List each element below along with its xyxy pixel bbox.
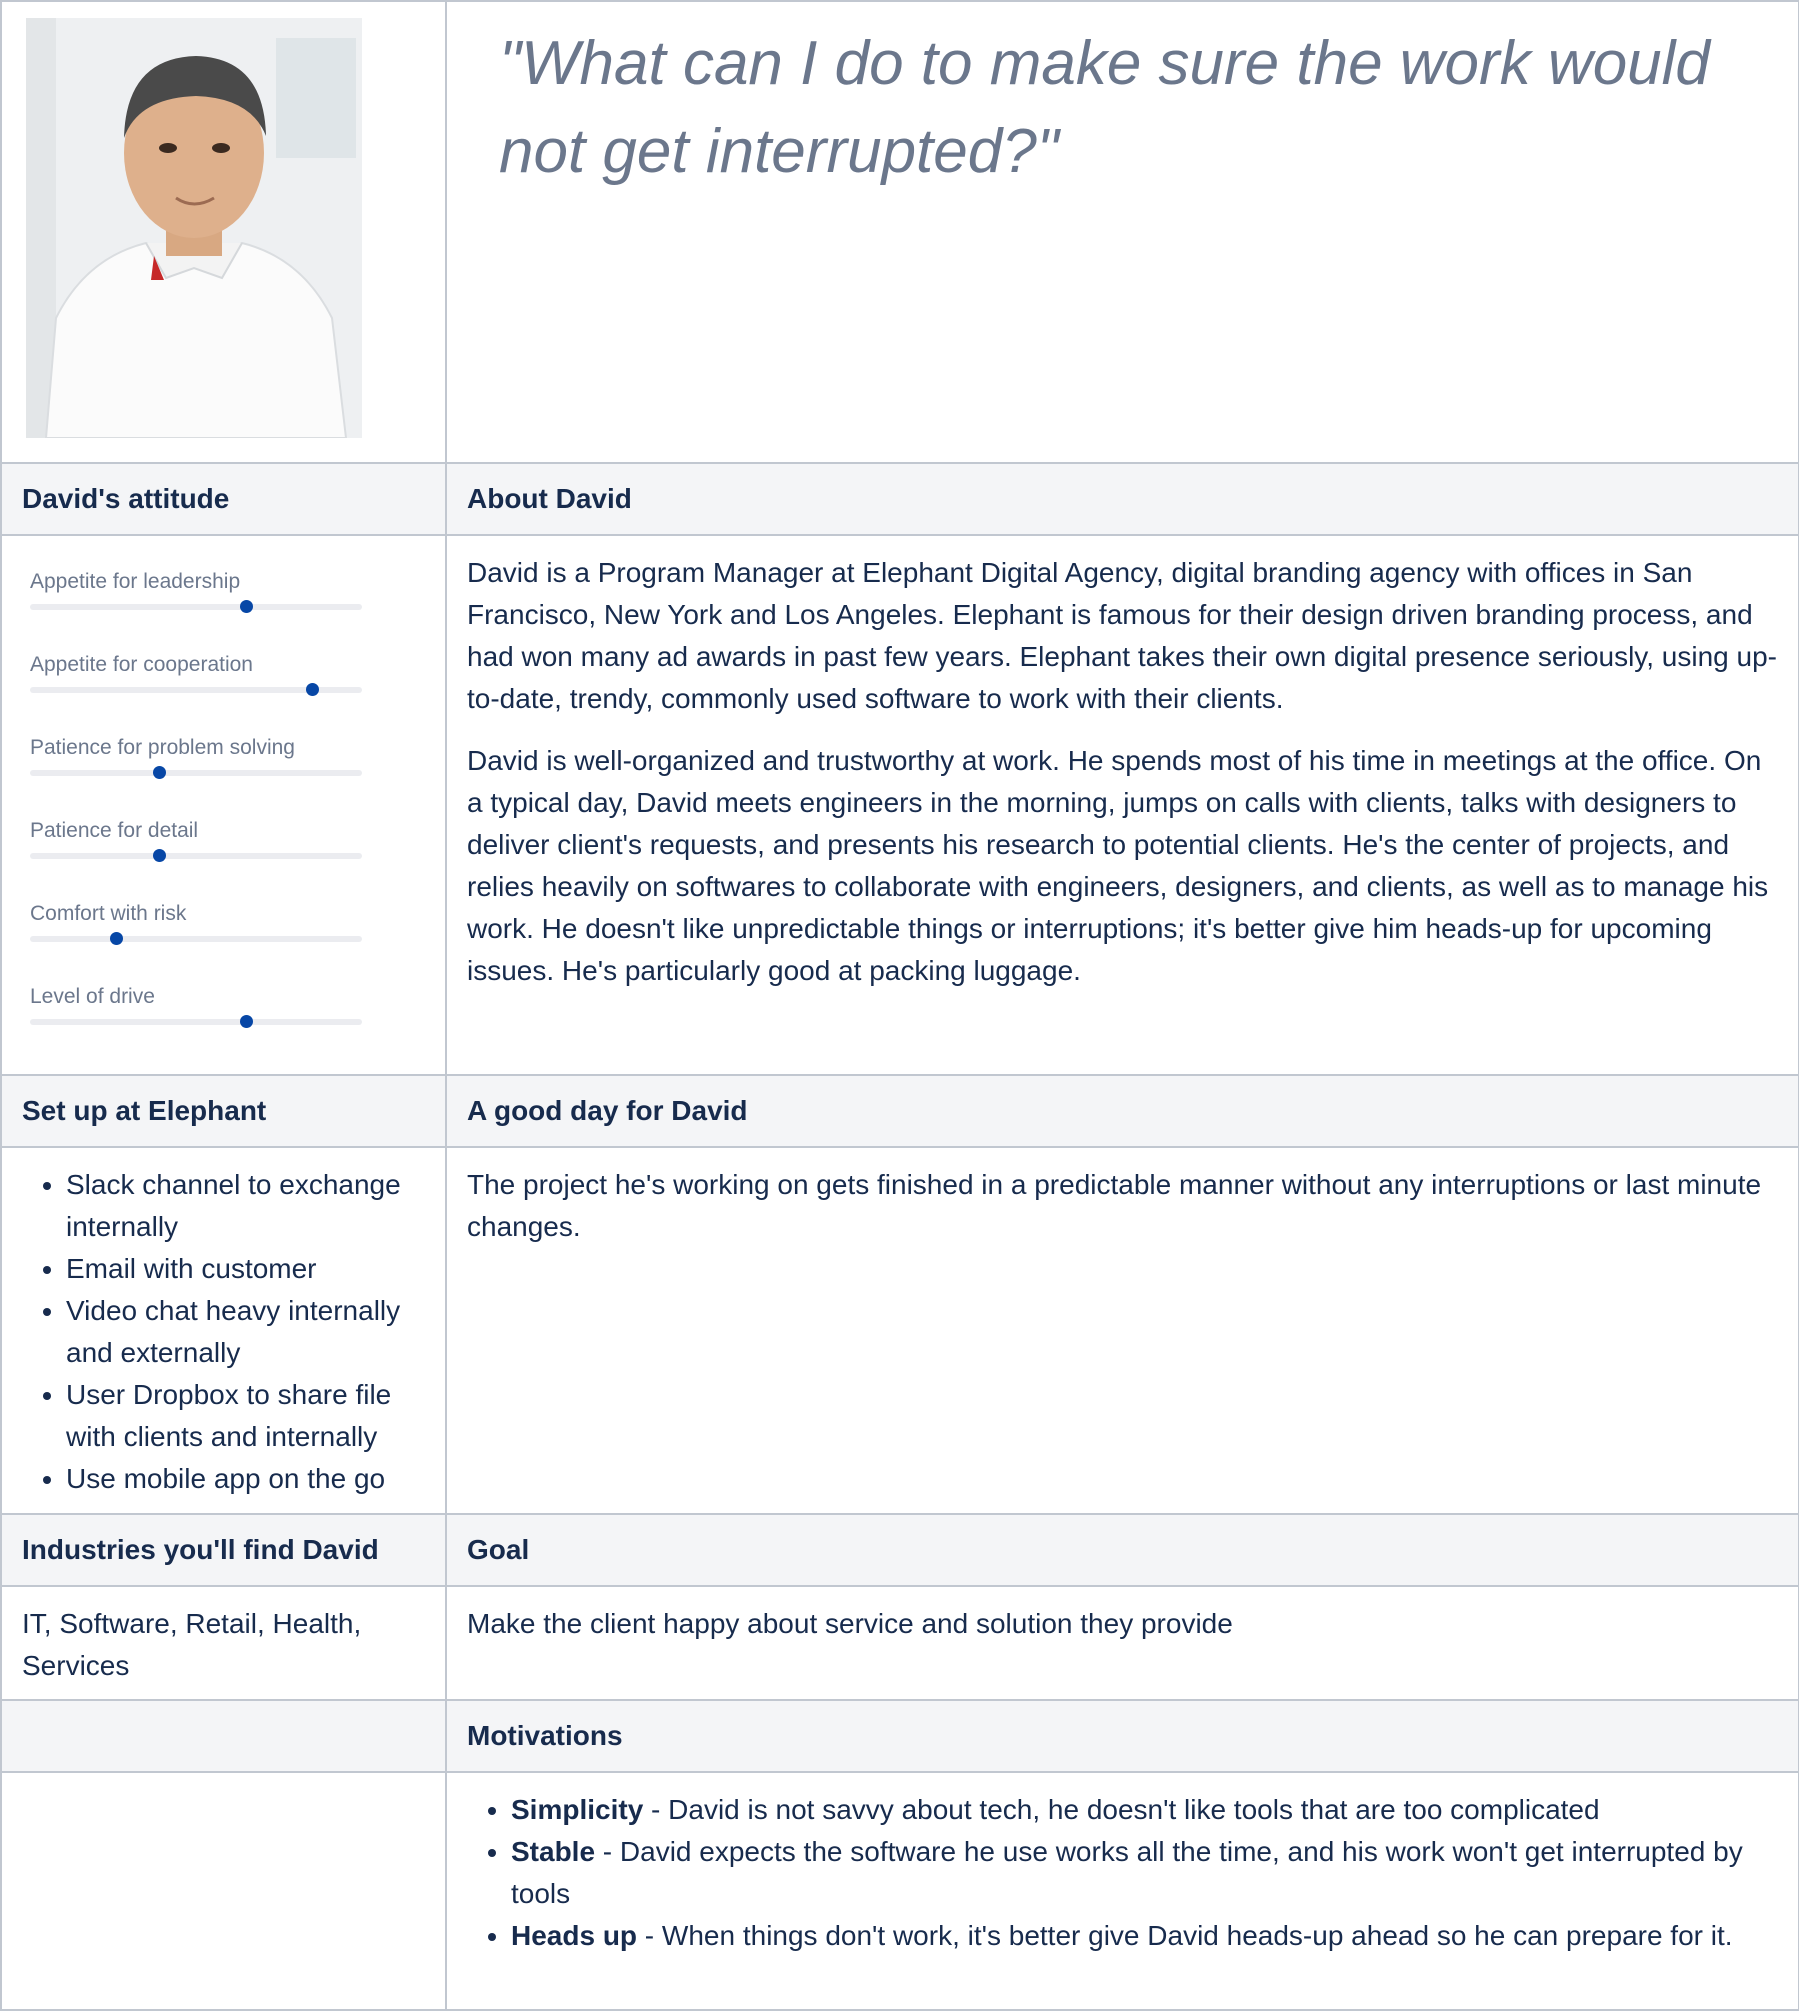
about-paragraph-2: David is well-organized and trustworthy at work. He spends most of his time in meetings at the office. On a typical day, David meets engineers in the morning, jumps on calls with clients, talks with designers to deliver client's requests, and presents his research to potential clients. He's the center of projects, and relies heavily on softwares to collaborate with engineers, designers, and clients, as well as to manage his work. He doesn't like unpredictable things or interruptions; it's better give him heads-up for upcoming issues. He's particularly good at packing luggage. — [467, 745, 1769, 986]
goal-heading: Goal — [467, 1534, 530, 1565]
portrait-image — [26, 18, 362, 438]
setup-cell — [1, 1147, 446, 1514]
slider-label: Patience for detail — [30, 819, 199, 842]
about-heading: About David — [467, 483, 632, 514]
goal-cell — [446, 1586, 1799, 1700]
empty-cell — [1, 1772, 446, 2010]
slider-knob — [306, 683, 319, 696]
industries-header — [1, 1514, 446, 1586]
attitude-slider — [30, 562, 445, 645]
david-photo — [26, 18, 362, 438]
about-text — [447, 536, 1798, 992]
slider-knob — [240, 600, 253, 613]
motivation-title: Simplicity — [511, 1794, 644, 1825]
list-item: • User Dropbox to share file with clients and internally — [66, 1374, 425, 1458]
attitude-slider — [30, 811, 445, 894]
photo-cell — [1, 1, 446, 463]
motivations-header — [446, 1700, 1799, 1772]
content-row-2 — [1, 1147, 1799, 1514]
list-item — [511, 1831, 1778, 1915]
content-row-4 — [1, 1772, 1799, 2010]
content-row-1 — [1, 535, 1799, 1075]
about-cell — [446, 535, 1799, 1075]
list-item: • Slack channel to exchange internally — [66, 1164, 425, 1248]
slider-label: Level of drive — [30, 985, 155, 1008]
slider-knob — [240, 1015, 253, 1028]
header-row-3 — [1, 1514, 1799, 1586]
persona-quote: "What can I do to make sure the work would not get interrupted?" — [499, 29, 1710, 186]
about-header — [446, 463, 1799, 535]
attitude-cell — [1, 535, 446, 1075]
attitude-slider — [30, 894, 445, 977]
attitude-slider — [30, 977, 445, 1060]
about-paragraph-1: David is a Program Manager at Elephant Digital Agency, digital branding agency with offices in San Francisco, New York and Los Angeles. Elephant is famous for their design driven branding process, and had won many ad awards in past few years. Elephant takes their own digital presence seriously, using up-to-date, trendy, commonly used software to work with their clients. — [467, 557, 1777, 714]
attitude-header — [1, 463, 446, 535]
header-row-4 — [1, 1700, 1799, 1772]
motivations-cell — [446, 1772, 1799, 2010]
slider-track — [30, 604, 362, 610]
top-row — [1, 1, 1799, 463]
attitude-heading: David's attitude — [22, 483, 230, 514]
good-day-heading: A good day for David — [467, 1095, 748, 1126]
slider-label: Comfort with risk — [30, 902, 187, 925]
setup-list — [2, 1148, 445, 1500]
motivations-list — [447, 1773, 1798, 1957]
slider-knob — [153, 766, 166, 779]
good-day-text: The project he's working on gets finished in a predictable manner without any interruptions or last minute changes. — [467, 1169, 1762, 1242]
slider-track — [30, 1019, 362, 1025]
industries-text: IT, Software, Retail, Health, Services — [22, 1608, 362, 1681]
content-row-3 — [1, 1586, 1799, 1700]
list-item — [511, 1915, 1778, 1957]
good-day-header — [446, 1075, 1799, 1147]
motivation-text: - David is not savvy about tech, he doesn't like tools that are too complicated — [643, 1794, 1600, 1825]
list-item: • Video chat heavy internally and externally — [66, 1290, 425, 1374]
industries-heading: Industries you'll find David — [22, 1534, 379, 1565]
attitude-slider — [30, 728, 445, 811]
motivation-title: Heads up — [511, 1920, 638, 1951]
slider-label: Patience for problem solving — [30, 736, 295, 759]
slider-knob — [153, 849, 166, 862]
quote-cell — [446, 1, 1799, 463]
motivation-text: - David expects the software he use works all the time, and his work won't get interrupted by tools — [511, 1836, 1743, 1909]
motivations-heading: Motivations — [467, 1720, 623, 1751]
industries-cell — [1, 1586, 446, 1700]
header-row-1 — [1, 463, 1799, 535]
setup-header — [1, 1075, 446, 1147]
list-item — [511, 1789, 1778, 1831]
motivation-title: Stable — [511, 1836, 596, 1867]
goal-text: Make the client happy about service and solution they provide — [467, 1608, 1233, 1639]
motivation-text: - When things don't work, it's better give David heads-up ahead so he can prepare for it. — [637, 1920, 1733, 1951]
slider-track — [30, 936, 362, 942]
header-row-2 — [1, 1075, 1799, 1147]
empty-header — [1, 1700, 446, 1772]
list-item: • Use mobile app on the go — [66, 1458, 425, 1500]
setup-heading: Set up at Elephant — [22, 1095, 267, 1126]
good-day-cell — [446, 1147, 1799, 1514]
slider-knob — [110, 932, 123, 945]
slider-track — [30, 853, 362, 859]
slider-label: Appetite for leadership — [30, 570, 241, 593]
slider-track — [30, 770, 362, 776]
attitude-slider — [30, 645, 445, 728]
attitude-sliders — [2, 536, 445, 1074]
slider-label: Appetite for cooperation — [30, 653, 253, 676]
goal-header — [446, 1514, 1799, 1586]
list-item: • Email with customer — [66, 1248, 425, 1290]
